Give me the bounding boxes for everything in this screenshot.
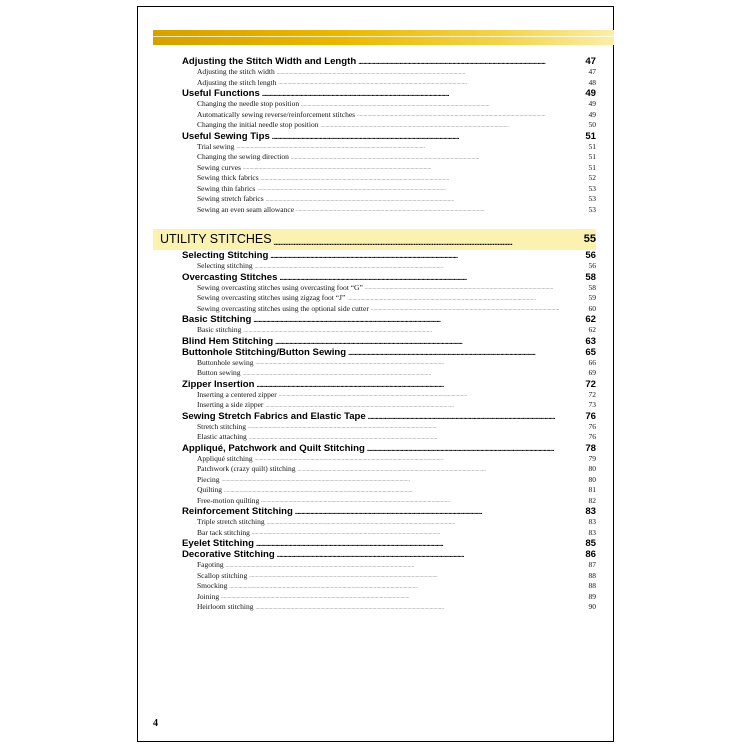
toc-sub-entry[interactable]	[182, 304, 596, 315]
dot-leader	[243, 371, 587, 379]
toc-sub-entry[interactable]	[182, 368, 596, 379]
dot-leader	[256, 540, 583, 549]
toc-sub-entry[interactable]	[182, 325, 596, 336]
entry-page-number: 86	[585, 549, 596, 560]
chapter-title: UTILITY STITCHES	[160, 232, 272, 246]
toc-sub-entry[interactable]	[182, 194, 596, 205]
entry-title: Triple stretch stitching	[197, 517, 265, 526]
entry-title: Buttonhole sewing	[197, 357, 254, 367]
dot-leader	[229, 584, 586, 592]
toc-sub-entry[interactable]	[182, 571, 596, 582]
entry-title: Fagoting	[197, 560, 224, 569]
dot-leader	[298, 467, 587, 475]
entry-page-number: 73	[588, 400, 596, 409]
toc-sub-entry[interactable]	[182, 560, 596, 571]
entry-page-number: 89	[588, 591, 596, 601]
toc-heading-entry[interactable]	[182, 549, 596, 560]
entry-title: Adjusting the stitch length	[197, 77, 277, 87]
entry-title: Automatically sewing reverse/reinforcement stitches	[197, 109, 356, 119]
toc-heading-entry[interactable]	[182, 314, 596, 325]
dot-leader	[221, 594, 586, 602]
entry-title: Useful Functions	[182, 88, 260, 99]
entry-title: Sewing overcasting stitches using zigzag foot “J”	[197, 293, 346, 302]
toc-sub-entry[interactable]	[182, 173, 596, 184]
toc-heading-entry[interactable]	[182, 443, 596, 454]
dot-leader	[224, 488, 586, 496]
dot-leader	[249, 435, 587, 443]
entry-title: Inserting a side zipper	[197, 400, 264, 409]
dot-leader	[348, 349, 583, 358]
toc-sub-entry[interactable]	[182, 99, 596, 110]
entry-page-number: 69	[588, 368, 596, 377]
entry-page-number: 50	[588, 120, 596, 129]
toc-sub-entry[interactable]	[182, 142, 596, 153]
toc-sub-entry[interactable]	[182, 432, 596, 443]
entry-title: Basic Stitching	[182, 314, 252, 325]
toc-sub-entry[interactable]	[182, 163, 596, 174]
entry-page-number: 88	[588, 581, 596, 590]
dot-leader	[261, 176, 587, 184]
entry-page-number: 81	[588, 485, 596, 494]
entry-title: Appliqué stitching	[197, 453, 253, 463]
dot-leader	[267, 520, 587, 528]
entry-title: Appliqué, Patchwork and Quilt Stitching	[182, 442, 365, 454]
entry-title: Sewing thick fabrics	[197, 173, 259, 182]
entry-page-number: 83	[588, 517, 596, 526]
entry-page-number: 59	[588, 293, 596, 302]
entry-page-number: 80	[588, 474, 596, 484]
entry-title: Trial sewing	[197, 141, 235, 151]
toc-heading-entry[interactable]	[182, 250, 596, 261]
entry-page-number: 78	[585, 442, 596, 454]
dot-leader	[226, 563, 587, 571]
toc-heading-entry[interactable]	[182, 538, 596, 549]
entry-page-number: 51	[588, 152, 596, 161]
toc-sub-entry[interactable]	[182, 581, 596, 592]
entry-page-number: 47	[585, 56, 596, 67]
entry-title: Scallop stitching	[197, 570, 248, 580]
entry-title: Heirloom stitching	[197, 602, 254, 611]
entry-page-number: 53	[588, 194, 596, 203]
toc-sub-entry[interactable]	[182, 517, 596, 528]
dot-leader	[368, 413, 584, 422]
toc-sub-entry[interactable]	[182, 67, 596, 78]
toc-section-top	[182, 56, 596, 215]
entry-page-number: 53	[588, 183, 596, 193]
dot-leader	[243, 328, 586, 336]
dot-leader	[270, 252, 583, 261]
entry-page-number: 51	[588, 162, 596, 172]
entry-page-number: 56	[585, 250, 596, 261]
dot-leader	[371, 306, 587, 314]
entry-page-number: 88	[588, 570, 596, 580]
toc-sub-entry[interactable]	[182, 293, 596, 304]
entry-page-number: 63	[585, 335, 596, 347]
toc-heading-entry[interactable]	[182, 56, 596, 67]
entry-title: Button sewing	[197, 368, 241, 377]
entry-title: Inserting a centered zipper	[197, 389, 277, 399]
toc-sub-entry[interactable]	[182, 390, 596, 401]
toc-heading-entry[interactable]	[182, 131, 596, 142]
entry-page-number: 83	[588, 527, 596, 537]
dot-leader	[262, 90, 584, 99]
entry-page-number: 85	[585, 538, 596, 549]
dot-leader	[255, 605, 586, 613]
toc-sub-entry[interactable]	[182, 120, 596, 131]
dot-leader	[243, 165, 587, 173]
toc-sub-entry[interactable]	[182, 475, 596, 486]
dot-leader	[367, 445, 584, 454]
entry-page-number: 52	[588, 173, 596, 182]
toc-sub-entry[interactable]	[182, 602, 596, 613]
dot-leader	[265, 403, 586, 411]
dot-leader	[357, 112, 586, 120]
dot-leader	[320, 123, 586, 131]
entry-title: Sewing thin fabrics	[197, 183, 256, 193]
toc-heading-entry[interactable]	[182, 88, 596, 99]
dot-leader	[248, 424, 587, 432]
dot-leader	[252, 530, 587, 538]
chapter-heading-band	[153, 229, 596, 250]
entry-page-number: 60	[588, 303, 596, 313]
entry-page-number: 76	[588, 432, 596, 441]
toc-heading-entry[interactable]	[182, 272, 596, 283]
dot-leader	[249, 573, 586, 581]
toc-sub-entry[interactable]	[182, 496, 596, 507]
entry-page-number: 76	[585, 410, 596, 422]
entry-title: Joining	[197, 591, 220, 601]
entry-title: Patchwork (crazy quilt) stitching	[197, 464, 296, 473]
entry-title: Reinforcement Stitching	[182, 506, 293, 517]
entry-title: Changing the sewing direction	[197, 152, 289, 161]
toc-heading-entry[interactable]	[182, 506, 596, 517]
entry-page-number: 58	[585, 271, 596, 283]
entry-page-number: 65	[585, 346, 596, 358]
toc-sub-entry[interactable]	[182, 110, 596, 121]
entry-title: Changing the initial needle stop position	[197, 120, 319, 129]
entry-page-number: 58	[588, 282, 596, 292]
toc-sub-entry[interactable]	[182, 205, 596, 216]
dot-leader	[272, 133, 584, 142]
toc-sub-entry[interactable]	[182, 454, 596, 465]
dot-leader	[295, 508, 583, 517]
entry-title: Basic stitching	[197, 325, 242, 334]
entry-page-number: 90	[588, 602, 596, 611]
entry-title: Adjusting the stitch width	[197, 67, 275, 76]
entry-title: Piecing	[197, 474, 220, 484]
entry-title: Selecting stitching	[197, 261, 253, 270]
toc-heading-entry[interactable]	[182, 379, 596, 390]
dot-leader	[275, 338, 583, 347]
chapter-page: 55	[583, 233, 596, 245]
entry-title: Quilting	[197, 485, 223, 494]
dot-leader	[257, 186, 586, 194]
entry-page-number: 53	[588, 204, 596, 214]
entry-page-number: 47	[588, 67, 596, 76]
page-number: 4	[153, 718, 158, 729]
dot-leader	[266, 197, 587, 205]
entry-page-number: 76	[588, 421, 596, 431]
dot-leader	[236, 144, 586, 152]
dot-leader	[279, 274, 583, 283]
entry-title: Elastic attaching	[197, 432, 247, 441]
entry-title: Buttonhole Stitching/Button Sewing	[182, 346, 347, 358]
entry-title: Useful Sewing Tips	[182, 130, 270, 142]
entry-page-number: 62	[588, 325, 596, 334]
toc-sub-entry[interactable]	[182, 464, 596, 475]
entry-page-number: 62	[585, 314, 596, 325]
toc-sub-entry[interactable]	[182, 261, 596, 272]
dot-leader	[261, 498, 586, 506]
entry-title: Bar tack stitching	[197, 527, 250, 537]
entry-page-number: 56	[588, 261, 596, 270]
entry-page-number: 82	[588, 495, 596, 505]
entry-page-number: 51	[588, 141, 596, 151]
dot-leader	[347, 296, 586, 304]
dot-leader	[296, 207, 586, 215]
toc-sub-entry[interactable]	[182, 283, 596, 294]
entry-page-number: 49	[588, 109, 596, 119]
entry-title: Free-motion quilting	[197, 495, 260, 505]
entry-title: Blind Hem Stitching	[182, 335, 274, 347]
entry-page-number: 48	[588, 77, 596, 87]
entry-title: Decorative Stitching	[182, 549, 275, 560]
entry-page-number: 80	[588, 464, 596, 473]
entry-page-number: 49	[585, 88, 596, 99]
toc-sub-entry[interactable]	[182, 485, 596, 496]
entry-page-number: 72	[588, 389, 596, 399]
entry-page-number: 66	[588, 357, 596, 367]
dot-leader	[257, 381, 584, 390]
dot-leader	[301, 102, 586, 110]
entry-page-number: 49	[588, 99, 596, 108]
dot-leader	[277, 551, 584, 560]
toc-sub-entry[interactable]	[182, 592, 596, 603]
toc-sub-entry[interactable]	[182, 184, 596, 195]
toc-heading-entry[interactable]	[182, 411, 596, 422]
entry-page-number: 79	[588, 453, 596, 463]
dot-leader	[222, 477, 587, 485]
dot-leader	[278, 80, 586, 88]
dot-leader	[255, 264, 587, 272]
toc-sub-entry[interactable]	[182, 152, 596, 163]
entry-title: Sewing Stretch Fabrics and Elastic Tape	[182, 410, 366, 422]
dot-leader	[274, 236, 582, 250]
entry-title: Overcasting Stitches	[182, 271, 278, 283]
toc-heading-entry[interactable]	[182, 336, 596, 347]
dot-leader	[255, 456, 587, 464]
dot-leader	[277, 70, 587, 78]
entry-page-number: 51	[585, 130, 596, 142]
entry-title: Stretch stitching	[197, 421, 246, 431]
entry-page-number: 87	[588, 560, 596, 569]
entry-title: Eyelet Stitching	[182, 538, 254, 549]
entry-title: Sewing overcasting stitches using the optional side cutter	[197, 303, 369, 313]
entry-title: Changing the needle stop position	[197, 99, 300, 108]
toc-heading-entry[interactable]	[182, 347, 596, 358]
dot-leader	[253, 316, 583, 325]
toc-sub-entry[interactable]	[182, 358, 596, 369]
entry-title: Sewing curves	[197, 162, 241, 172]
chapter-heading[interactable]	[153, 229, 596, 250]
toc-sub-entry[interactable]	[182, 78, 596, 89]
header-band	[153, 30, 614, 45]
dot-leader	[291, 155, 587, 163]
dot-leader	[279, 392, 587, 400]
dot-leader	[358, 58, 583, 67]
toc-sub-entry[interactable]	[182, 528, 596, 539]
entry-page-number: 83	[585, 506, 596, 517]
entry-title: Zipper Insertion	[182, 378, 255, 390]
entry-title: Sewing overcasting stitches using overcasting foot “G”	[197, 282, 363, 292]
entry-title: Smocking	[197, 581, 228, 590]
entry-title: Sewing an even seam allowance	[197, 204, 295, 214]
dot-leader	[255, 360, 586, 368]
toc-section-bottom	[182, 250, 596, 613]
dot-leader	[365, 285, 587, 293]
toc-sub-entry[interactable]	[182, 422, 596, 433]
entry-title: Sewing stretch fabrics	[197, 194, 264, 203]
entry-page-number: 72	[585, 378, 596, 390]
entry-title: Adjusting the Stitch Width and Length	[182, 56, 357, 67]
toc-sub-entry[interactable]	[182, 400, 596, 411]
entry-title: Selecting Stitching	[182, 250, 269, 261]
